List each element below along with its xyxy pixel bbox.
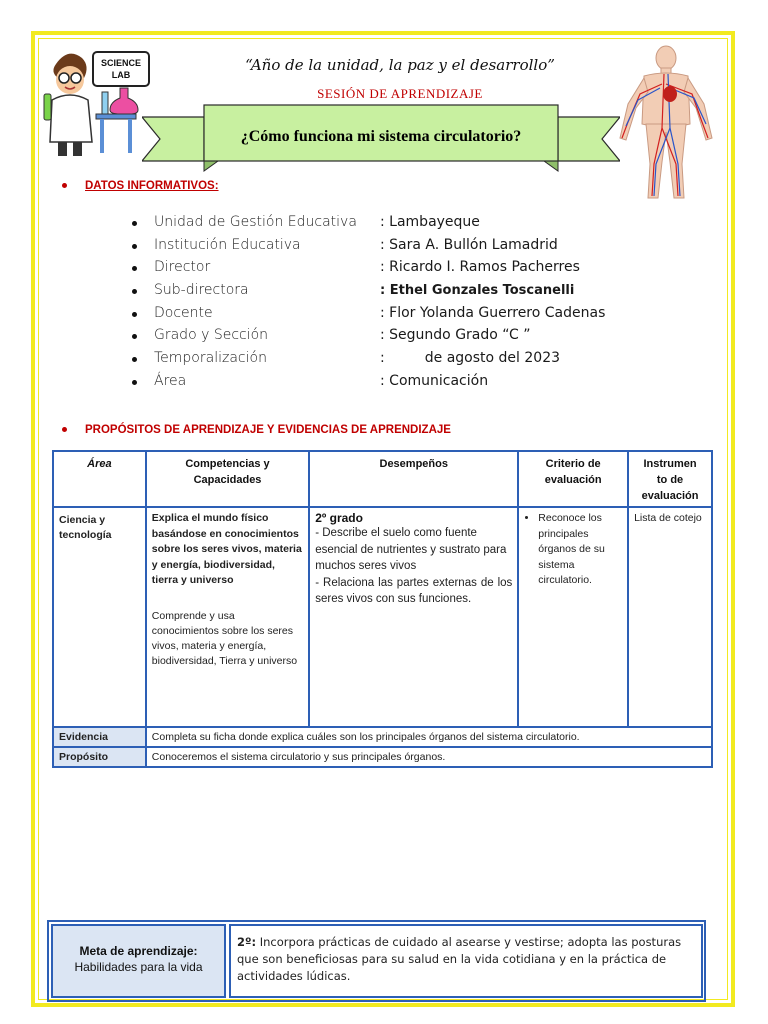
science-lab-illustration bbox=[38, 42, 153, 162]
desempeno-1: - Describe el suelo como fuente esencial de nutrientes y sustrato para muchos seres vivos bbox=[315, 527, 507, 572]
evidencia-row bbox=[53, 727, 712, 747]
section-heading-propositos: PROPÓSITOS DE APRENDIZAJE Y EVIDENCIAS DE APRENDIZAJE bbox=[62, 424, 451, 436]
proposito-text: Conoceremos el sistema circulatorio y sus principales órganos. bbox=[146, 747, 712, 767]
bullet-icon bbox=[132, 244, 137, 249]
page-title: ¿Cómo funciona mi sistema circulatorio? bbox=[240, 128, 522, 145]
header-criterio: Criterio de evaluación bbox=[518, 451, 628, 507]
capacidad-text: Comprende y usa conocimientos sobre los seres vivos, materia y energía, biodiversidad, Tierra y universo bbox=[151, 609, 298, 667]
meta-label: Meta de aprendizaje: bbox=[79, 944, 198, 958]
meta-text: Incorpora prácticas de cuidado al asearse y vestirse; adopta las posturas que son beneficiosas para su salud en la vida cotidiana y en la práctica de actividades lúdicas. bbox=[237, 935, 682, 983]
lab-sign-line2: LAB bbox=[111, 70, 131, 80]
bullet-icon bbox=[132, 221, 137, 226]
table-header-row bbox=[53, 451, 712, 507]
competencia-text: Explica el mundo físico basándose en conocimientos sobre los seres vivos, materia y energía, biodiversidad, tierra y universo bbox=[151, 512, 302, 586]
cell-area: Ciencia y tecnología bbox=[53, 507, 146, 727]
desempeno-2: - Relaciona las partes externas de los seres vivos con sus funciones. bbox=[315, 576, 513, 605]
lab-sign-line1: SCIENCE bbox=[100, 58, 142, 68]
purposes-table bbox=[52, 450, 713, 768]
evidencia-label: Evidencia bbox=[53, 727, 146, 747]
cell-instrumento: Lista de cotejo bbox=[628, 507, 712, 727]
meta-text-cell bbox=[229, 924, 703, 998]
grade-label: 2º grado bbox=[315, 511, 363, 525]
circulatory-system-illustration bbox=[604, 44, 728, 202]
session-label: SESIÓN DE APRENDIZAJE bbox=[317, 86, 483, 101]
bullet-icon bbox=[62, 183, 67, 188]
meta-sublabel: Habilidades para la vida bbox=[74, 960, 203, 974]
table-row bbox=[53, 507, 712, 727]
header-instrumento: Instrumen to de evaluación bbox=[628, 451, 712, 507]
meta-label-cell bbox=[51, 924, 226, 998]
evidencia-text: Completa su ficha donde explica cuáles son los principales órganos del sistema circulatorio. bbox=[146, 727, 712, 747]
meta-grade: 2º: bbox=[237, 935, 257, 949]
cell-competencias bbox=[146, 507, 309, 727]
proposito-label: Propósito bbox=[53, 747, 146, 767]
proposito-row bbox=[53, 747, 712, 767]
cell-desempenos bbox=[309, 507, 518, 727]
header-desempenos: Desempeños bbox=[309, 451, 518, 507]
criterio-item: • Reconoce los principales órganos de su sistema circulatorio. bbox=[538, 511, 622, 589]
bullet-icon bbox=[132, 380, 137, 385]
bullet-icon bbox=[132, 312, 137, 317]
motto: “Año de la unidad, la paz y el desarrollo” bbox=[245, 56, 555, 74]
header-area: Área bbox=[53, 451, 146, 507]
bullet-icon bbox=[62, 427, 67, 432]
section-heading-datos: DATOS INFORMATIVOS: bbox=[62, 180, 219, 192]
cell-criterio bbox=[518, 507, 628, 727]
header-competencias: Competencias y Capacidades bbox=[146, 451, 309, 507]
